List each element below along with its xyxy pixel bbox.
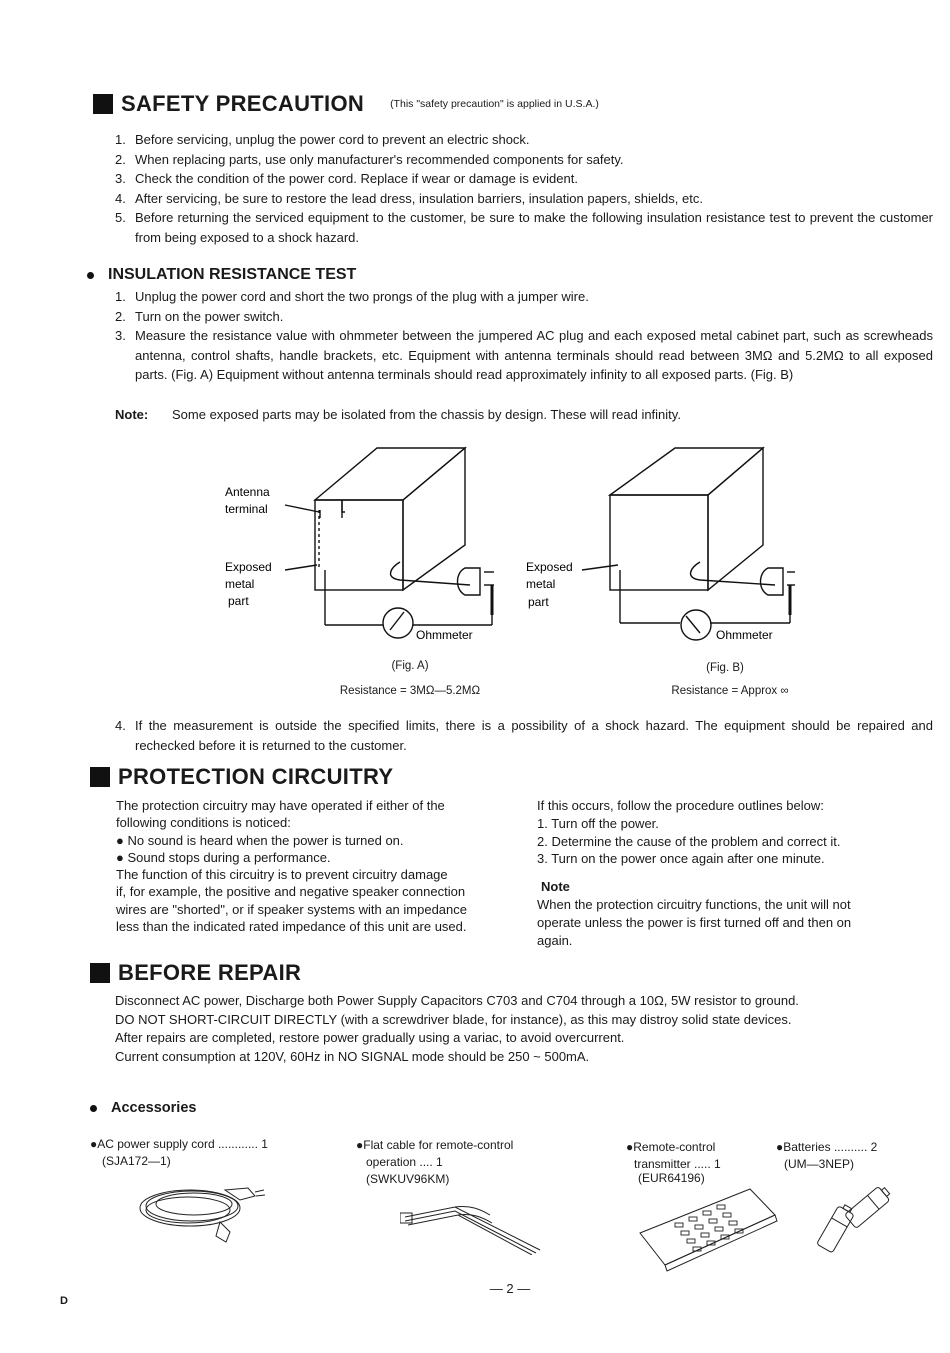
heading-square-icon	[90, 963, 110, 983]
text-line: If this occurs, follow the procedure outlines below:	[537, 798, 824, 813]
flat-cable-illustration	[400, 1195, 550, 1255]
safety-region-note: (This "safety precaution" is applied in U.S.A.)	[390, 98, 599, 110]
figure-a-resistance: Resistance = 3MΩ—5.2MΩ	[339, 685, 481, 697]
text-line: DO NOT SHORT-CIRCUIT DIRECTLY (with a screwdriver blade, for instance), as this may distroy solid state devices.	[115, 1011, 792, 1027]
text-line: Current consumption at 120V, 60Hz in NO SIGNAL mode should be 250 ~ 500mA.	[115, 1048, 590, 1064]
accessories-title: Accessories	[111, 1100, 197, 1116]
antenna-label-2: terminal	[225, 502, 268, 516]
list-item: 2. When replacing parts, use only manufacturer's recommended components for safety.	[115, 151, 624, 167]
text-line: Disconnect AC power, Discharge both Power Supply Capacitors C703 and C704 through a 10Ω, 5W resistor to ground.	[115, 993, 799, 1008]
batteries-illustration	[800, 1178, 900, 1258]
list-item: 1. Unplug the power cord and short the two prongs of the plug with a jumper wire.	[115, 289, 589, 304]
note-label: Note:	[115, 407, 149, 422]
protection-heading	[90, 764, 393, 790]
heading-square-icon	[90, 767, 110, 787]
text-line: operate unless the power is first turned off and then on	[537, 914, 852, 930]
text-line: following conditions is noticed:	[116, 815, 291, 831]
repair-text	[115, 992, 935, 1066]
heading-square-icon	[93, 94, 113, 114]
text-line: When the protection circuitry functions, the unit will not	[537, 896, 851, 912]
cabinet-front	[315, 500, 403, 590]
repair-title: BEFORE REPAIR	[118, 960, 302, 985]
insulation-note	[115, 405, 933, 425]
safety-heading	[93, 91, 599, 117]
text-line: ● No sound is heard when the power is turned on.	[116, 832, 404, 848]
figure-a-diagram	[220, 440, 520, 650]
figure-b-caption: (Fig. B)	[706, 662, 744, 674]
page-number: — 2 —	[489, 1281, 531, 1296]
accessories-heading	[90, 1100, 196, 1116]
remote-illustration	[635, 1185, 785, 1275]
bullet-icon	[90, 1105, 97, 1112]
insulation-item-4	[115, 716, 933, 755]
text-line: less than the indicated rated impedance of this unit are used.	[116, 919, 467, 935]
list-item: 3. Measure the resistance value with ohmmeter between the jumpered AC plug and each exposed metal cabinet part, such as screwheads antenna, control shafts, handle brackets, etc. Equipment with antenna terminals should read between 3MΩ and 5.2MΩ to all exposed parts. (Fig. A) Equipment without antenna terminals should read approximately infinity to all exposed parts. (Fig. B)	[115, 328, 933, 383]
ac-cord-illustration	[130, 1170, 270, 1250]
list-item: 1. Before servicing, unplug the power cord to prevent an electric shock.	[115, 132, 530, 147]
text-line: The protection circuitry may have operated if either of the	[116, 798, 445, 813]
list-item: 5. Before returning the serviced equipment to the customer, be sure to make the following insulation resistance test to prevent the customer from being exposed to a shock hazard.	[115, 210, 933, 245]
cabinet-side	[708, 448, 763, 590]
ohmmeter-label: Ohmmeter	[416, 628, 473, 642]
note-text: Some exposed parts may be isolated from the chassis by design. These will read infinity.	[172, 407, 681, 422]
step-item: 3. Turn on the power once again after one minute.	[537, 851, 825, 867]
step-item: 1. Turn off the power.	[537, 815, 659, 831]
text-line: ● Sound stops during a performance.	[116, 849, 331, 865]
exposed-label-1: Exposed	[526, 560, 573, 574]
figure-b-diagram	[520, 440, 820, 650]
cabinet-top	[610, 448, 763, 495]
cabinet-front	[610, 495, 708, 590]
text-line: After repairs are completed, restore power gradually using a variac, to avoid overcurrent.	[115, 1030, 625, 1045]
exposed-label-3: part	[228, 594, 249, 608]
protection-title: PROTECTION CIRCUITRY	[118, 764, 394, 789]
accessory-batteries: ●Batteries .......... 2 (UM—3NEP)	[776, 1140, 878, 1171]
insulation-heading	[87, 266, 356, 284]
repair-heading	[90, 960, 301, 986]
ohmmeter-label: Ohmmeter	[716, 628, 773, 642]
page-code: D	[60, 1295, 68, 1307]
protection-left-column	[116, 797, 526, 935]
insulation-title: INSULATION RESISTANCE TEST	[108, 266, 357, 283]
list-item: 2. Turn on the power switch.	[115, 308, 284, 324]
list-item: 3. Check the condition of the power cord. Replace if wear or damage is evident.	[115, 171, 578, 187]
cabinet-side	[403, 448, 465, 590]
antenna-label-1: Antenna	[225, 485, 270, 499]
exposed-label-3: part	[528, 595, 549, 609]
accessory-remote: ●Remote-control transmitter ..... 1 (EUR64196)	[626, 1140, 721, 1185]
text-line: again.	[537, 932, 573, 948]
text-line: if, for example, the positive and negative speaker connection	[116, 884, 466, 900]
note-label: Note	[541, 879, 570, 895]
bullet-icon	[87, 272, 94, 279]
step-item: 2. Determine the cause of the problem and correct it.	[537, 833, 841, 849]
protection-right-column	[537, 797, 932, 949]
cabinet-top	[315, 448, 465, 500]
text-line: The function of this circuitry is to prevent circuitry damage	[116, 867, 448, 883]
exposed-label-2: metal	[225, 577, 255, 591]
insulation-list	[115, 287, 933, 385]
list-item: 4. After servicing, be sure to restore the lead dress, insulation barriers, insulation papers, shields, etc.	[115, 190, 703, 206]
exposed-label-2: metal	[526, 577, 556, 591]
list-item: 4. If the measurement is outside the specified limits, there is a possibility of a shock hazard. The equipment should be repaired and rechecked before it is returned to the customer.	[115, 718, 933, 753]
exposed-label-1: Exposed	[225, 560, 272, 574]
figure-b-resistance: Resistance = Approx ∞	[671, 685, 789, 697]
figure-a-caption: (Fig. A)	[391, 660, 429, 672]
safety-title: SAFETY PRECAUTION	[121, 91, 365, 116]
accessory-flat-cable: ●Flat cable for remote-control operation .... 1 (SWKUV96KM)	[356, 1138, 514, 1186]
safety-list	[115, 130, 933, 248]
accessory-ac-cord: ●AC power supply cord ............ 1 (SJA172—1)	[90, 1137, 268, 1168]
text-line: wires are "shorted", or if speaker systems with an impedance	[116, 901, 467, 917]
